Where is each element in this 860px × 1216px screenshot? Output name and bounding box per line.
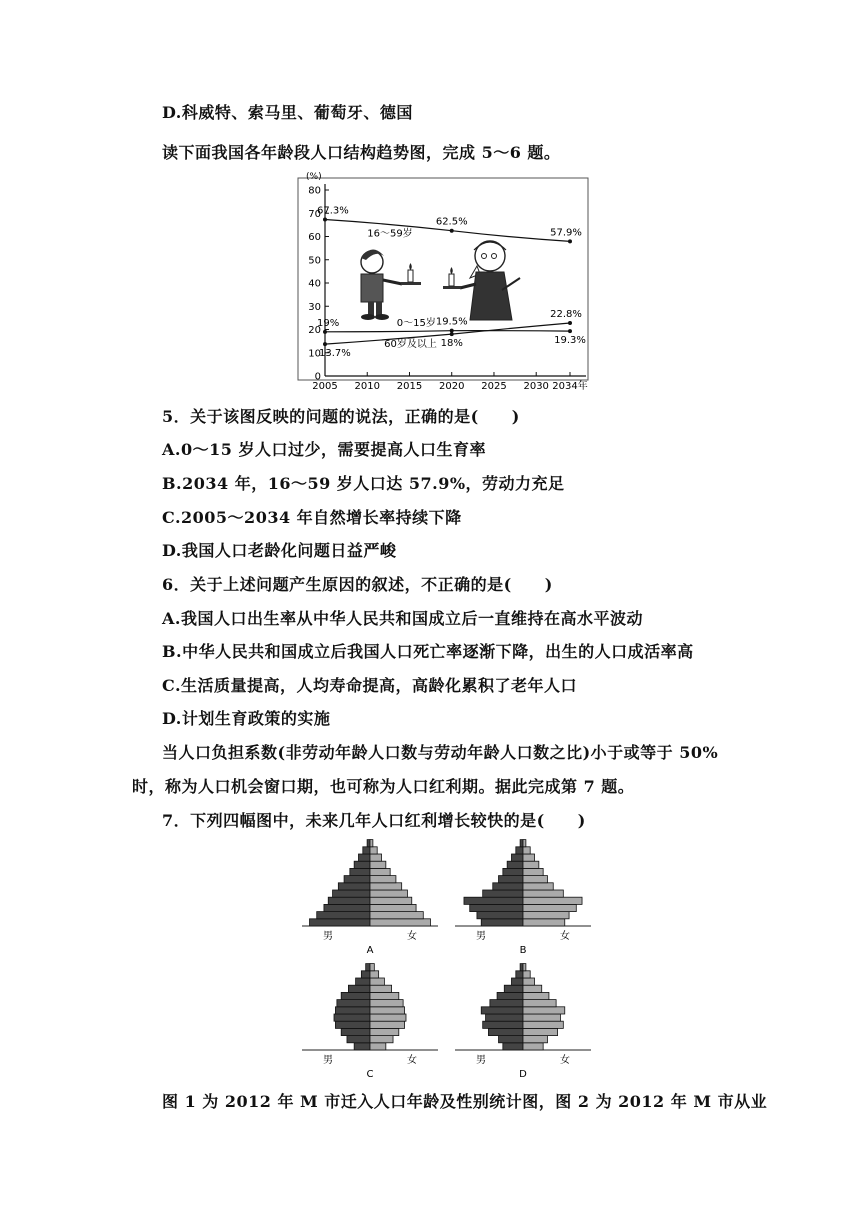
female-bar	[523, 1021, 563, 1028]
male-bar	[499, 876, 523, 883]
intro-text: 读下面我国各年龄段人口结构趋势图，完成 5～6 题。	[162, 143, 561, 162]
female-bar	[523, 971, 530, 978]
series-name-label: 60岁及以上	[384, 338, 437, 350]
data-label: 57.9%	[550, 227, 582, 239]
female-bar	[370, 912, 423, 919]
male-bar	[348, 985, 370, 992]
female-bar	[370, 890, 407, 897]
male-bar	[464, 897, 523, 904]
question-5-option-c: C.2005～2034 年自然增长率持续下降	[162, 508, 462, 527]
female-bar	[523, 978, 535, 985]
data-point	[450, 329, 454, 333]
female-bar	[370, 847, 377, 854]
male-bar	[358, 854, 370, 861]
male-bar	[310, 919, 370, 926]
female-bar	[370, 904, 416, 911]
x-tick-label: 2030	[523, 381, 549, 392]
pyramid-letter: C	[366, 1069, 374, 1080]
x-tick-label: 2020	[438, 381, 465, 392]
pyramid-letter: D	[519, 1069, 527, 1080]
female-bar	[523, 904, 576, 911]
y-tick-label: 50	[308, 255, 321, 267]
female-bar	[370, 978, 384, 985]
cartoon-illustration	[361, 241, 520, 320]
female-bar	[523, 897, 582, 904]
x-tick-label: 2025	[481, 381, 507, 392]
male-bar	[361, 971, 370, 978]
male-bar	[341, 1028, 370, 1035]
female-bar	[370, 992, 399, 999]
male-bar	[483, 890, 523, 897]
male-bar	[350, 868, 370, 875]
male-bar	[481, 919, 523, 926]
data-label: 19.5%	[435, 316, 468, 328]
data-label: 19.3%	[554, 335, 586, 347]
data-point	[323, 330, 327, 334]
female-bar	[523, 840, 526, 847]
female-bar	[523, 861, 539, 868]
female-bar	[523, 985, 542, 992]
question-6-option-c: C.生活质量提高，人均寿命提高，高龄化累积了老年人口	[162, 676, 578, 695]
data-label: 22.8%	[550, 308, 582, 320]
female-bar	[370, 1007, 405, 1014]
question-7: 7．下列四幅图中，未来几年人口红利增长较快的是( )	[162, 811, 586, 830]
male-bar	[490, 1000, 523, 1007]
male-bar	[516, 971, 523, 978]
male-bar	[504, 985, 523, 992]
male-bar	[324, 904, 370, 911]
female-bar	[523, 1036, 547, 1043]
female-bar	[370, 1028, 399, 1035]
data-point	[568, 329, 572, 333]
male-label: 男	[476, 1055, 486, 1066]
data-point	[450, 332, 454, 336]
y-tick-label: 30	[308, 301, 321, 313]
female-bar	[370, 897, 412, 904]
female-bar	[523, 1014, 560, 1021]
male-bar	[344, 876, 370, 883]
female-bar	[523, 876, 547, 883]
male-bar	[511, 978, 523, 985]
female-bar	[523, 847, 530, 854]
male-bar	[486, 1014, 523, 1021]
x-tick-label: 2010	[354, 381, 380, 392]
female-label: 女	[560, 931, 570, 942]
male-label: 男	[323, 931, 333, 942]
male-bar	[356, 978, 370, 985]
female-bar	[370, 861, 386, 868]
male-bar	[354, 861, 370, 868]
question-6-option-d: D.计划生育政策的实施	[162, 709, 331, 728]
female-bar	[370, 971, 379, 978]
male-bar	[520, 840, 523, 847]
female-bar	[523, 1007, 565, 1014]
question-5: 5．关于该图反映的问题的说法，正确的是( )	[162, 407, 520, 426]
male-bar	[366, 964, 370, 971]
question-5-option-d: D.我国人口老龄化问题日益严峻	[162, 541, 397, 560]
male-bar	[328, 897, 370, 904]
male-bar	[511, 854, 523, 861]
female-label: 女	[560, 1055, 570, 1066]
pyramid-b	[453, 838, 593, 958]
y-tick-label: 60	[308, 232, 321, 243]
paragraph-7-line1: 当人口负担系数(非劳动年龄人口数与劳动年龄人口数之比)小于或等于 50%	[162, 743, 719, 762]
y-unit-label: (%)	[306, 172, 322, 182]
male-bar	[520, 964, 523, 971]
female-bar	[370, 964, 374, 971]
pyramid-c	[300, 962, 440, 1082]
female-bar	[523, 992, 549, 999]
female-bar	[523, 919, 565, 926]
female-bar	[523, 912, 569, 919]
male-bar	[367, 840, 370, 847]
pyramid-letter: A	[366, 945, 374, 956]
female-bar	[370, 876, 396, 883]
question-5-option-b: B.2034 年，16～59 岁人口达 57.9%，劳动力充足	[162, 474, 565, 493]
male-label: 男	[476, 931, 486, 942]
data-point	[568, 239, 572, 243]
y-tick-label: 0	[314, 371, 321, 383]
next-paragraph: 图 1 为 2012 年 M 市迁入人口年龄及性别统计图，图 2 为 2012 年 M 市从业	[162, 1092, 768, 1111]
female-bar	[370, 854, 382, 861]
male-bar	[507, 861, 523, 868]
data-label: 19%	[317, 317, 340, 329]
data-label: 67.3%	[317, 205, 349, 217]
x-tick-label: 2034年	[552, 381, 588, 392]
female-bar	[523, 1000, 556, 1007]
y-tick-label: 10	[308, 348, 321, 360]
female-bar	[523, 890, 563, 897]
male-bar	[341, 992, 370, 999]
question-6-option-b: B.中华人民共和国成立后我国人口死亡率逐渐下降，出生的人口成活率高	[162, 642, 694, 661]
male-bar	[493, 883, 523, 890]
male-bar	[483, 1021, 523, 1028]
option-text: D.科威特、索马里、葡萄牙、德国	[162, 103, 413, 122]
male-bar	[363, 847, 370, 854]
male-bar	[497, 992, 523, 999]
pyramid-d	[453, 962, 593, 1082]
y-tick-label: 70	[308, 208, 321, 220]
y-tick-label: 40	[308, 278, 321, 290]
series-line	[325, 331, 570, 332]
male-bar	[354, 1043, 370, 1050]
male-bar	[333, 890, 370, 897]
series-name-label: 16～59岁	[367, 228, 413, 240]
female-bar	[370, 1014, 406, 1021]
female-bar	[370, 1000, 403, 1007]
data-label: 62.5%	[435, 216, 468, 228]
male-bar	[477, 912, 523, 919]
female-bar	[523, 883, 553, 890]
data-point	[568, 321, 572, 325]
male-bar	[481, 1007, 523, 1014]
male-bar	[337, 1000, 370, 1007]
female-bar	[370, 883, 402, 890]
female-label: 女	[407, 931, 417, 942]
female-bar	[523, 868, 543, 875]
y-tick-label: 20	[308, 325, 321, 336]
x-tick-label: 2015	[396, 381, 423, 392]
female-bar	[370, 985, 392, 992]
male-bar	[347, 1036, 370, 1043]
data-point	[323, 342, 327, 346]
male-bar	[334, 1014, 370, 1021]
female-bar	[370, 1036, 393, 1043]
series-name-label: 0～15岁	[396, 318, 436, 330]
paragraph-7-line2: 时，称为人口机会窗口期，也可称为人口红利期。据此完成第 7 题。	[132, 777, 635, 796]
data-point	[450, 229, 454, 233]
male-bar	[499, 1036, 523, 1043]
female-label: 女	[407, 1055, 417, 1066]
female-bar	[370, 919, 430, 926]
male-label: 男	[323, 1055, 333, 1066]
question-5-option-a: A.0～15 岁人口过少，需要提高人口生育率	[162, 440, 486, 459]
female-bar	[370, 1021, 405, 1028]
female-bar	[523, 1043, 543, 1050]
male-bar	[503, 1043, 523, 1050]
question-6: 6．关于上述问题产生原因的叙述，不正确的是( )	[162, 575, 553, 594]
data-label: 18%	[440, 338, 463, 350]
male-bar	[335, 1007, 370, 1014]
data-label: 13.7%	[319, 348, 351, 360]
pyramid-letter: B	[519, 945, 527, 956]
y-tick-label: 80	[308, 185, 321, 197]
male-bar	[338, 883, 370, 890]
female-bar	[523, 854, 535, 861]
male-bar	[503, 868, 523, 875]
male-bar	[317, 912, 370, 919]
female-bar	[370, 1043, 386, 1050]
female-bar	[370, 868, 390, 875]
male-bar	[335, 1021, 370, 1028]
female-bar	[523, 964, 526, 971]
male-bar	[488, 1028, 523, 1035]
population-trend-chart	[290, 170, 600, 395]
pyramid-a	[300, 838, 440, 958]
x-tick-label: 2005	[312, 381, 338, 392]
female-bar	[523, 1028, 558, 1035]
question-6-option-a: A.我国人口出生率从中华人民共和国成立后一直维持在高水平波动	[162, 609, 643, 628]
female-bar	[370, 840, 373, 847]
male-bar	[470, 904, 523, 911]
male-bar	[516, 847, 523, 854]
data-point	[323, 218, 327, 222]
